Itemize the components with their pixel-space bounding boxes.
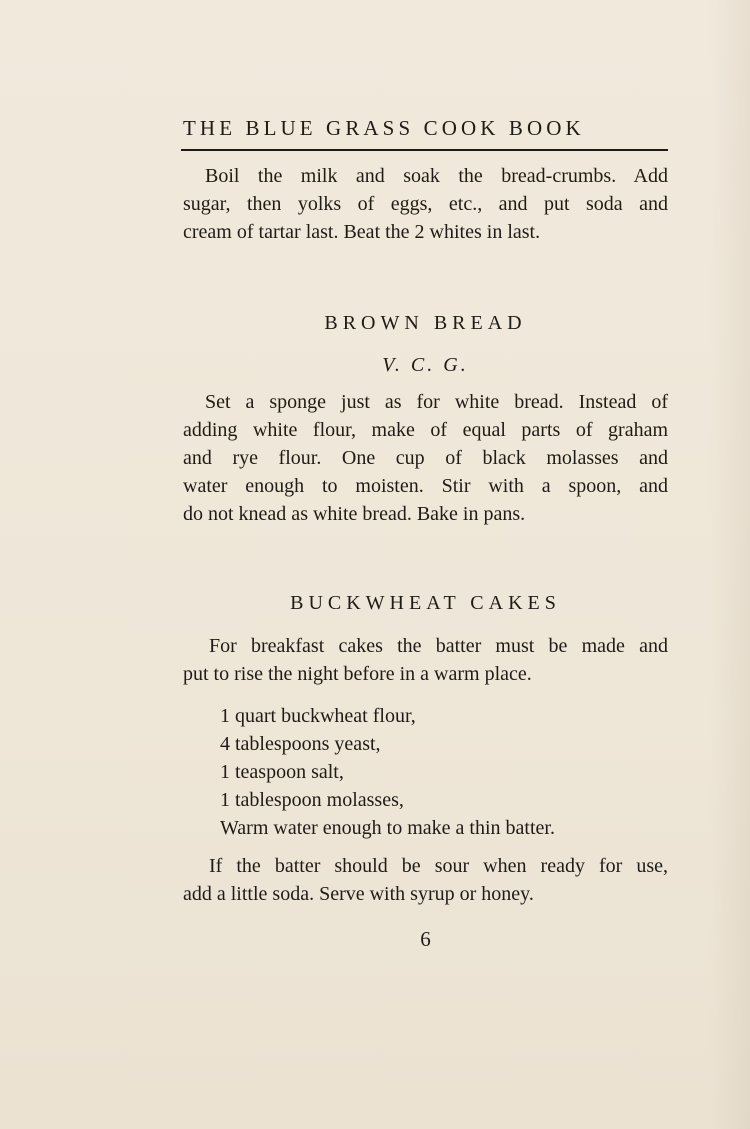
page-edge-shade xyxy=(710,0,750,1129)
buckwheat-closing-paragraph xyxy=(183,852,668,908)
recipe-title-brown-bread: BROWN BREAD xyxy=(324,312,527,334)
paragraph-line: put to rise the night before in a warm place. xyxy=(183,663,532,685)
ingredient-item: Warm water enough to make a thin batter. xyxy=(220,817,555,839)
buckwheat-intro-paragraph xyxy=(183,632,668,688)
page-number: 6 xyxy=(420,927,431,951)
ingredient-list xyxy=(220,702,668,842)
paragraph-line: If the batter should be sour when ready for use, xyxy=(209,855,668,877)
paragraph-line: Set a sponge just as for white bread. Instead of xyxy=(205,391,668,413)
brown-bread-paragraph xyxy=(183,388,668,528)
ingredient-item: 4 tablespoons yeast, xyxy=(220,733,381,755)
running-head: THE BLUE GRASS COOK BOOK xyxy=(183,116,585,140)
intro-line: Boil the milk and soak the bread-crumbs. Add xyxy=(205,165,668,187)
paragraph-line: For breakfast cakes the batter must be made and xyxy=(209,635,668,657)
intro-line: cream of tartar last. Beat the 2 whites in last. xyxy=(183,221,541,243)
ingredient-item: 1 quart buckwheat flour, xyxy=(220,705,416,727)
paragraph-line: adding white flour, make of equal parts of graham xyxy=(183,419,668,441)
recipe-title-buckwheat-cakes: BUCKWHEAT CAKES xyxy=(290,592,561,614)
paragraph-line: add a little soda. Serve with syrup or honey. xyxy=(183,883,534,905)
intro-line: sugar, then yolks of eggs, etc., and put soda and xyxy=(183,193,668,215)
intro-paragraph xyxy=(183,162,668,246)
paragraph-line: and rye flour. One cup of black molasses and xyxy=(183,447,668,469)
paragraph-line: water enough to moisten. Stir with a spoon, and xyxy=(183,475,668,497)
ingredient-item: 1 tablespoon molasses, xyxy=(220,789,404,811)
paragraph-line: do not knead as white bread. Bake in pans. xyxy=(183,503,526,525)
recipe-byline: V. C. G. xyxy=(382,354,469,376)
header-rule xyxy=(181,149,668,151)
ingredient-item: 1 teaspoon salt, xyxy=(220,761,344,783)
